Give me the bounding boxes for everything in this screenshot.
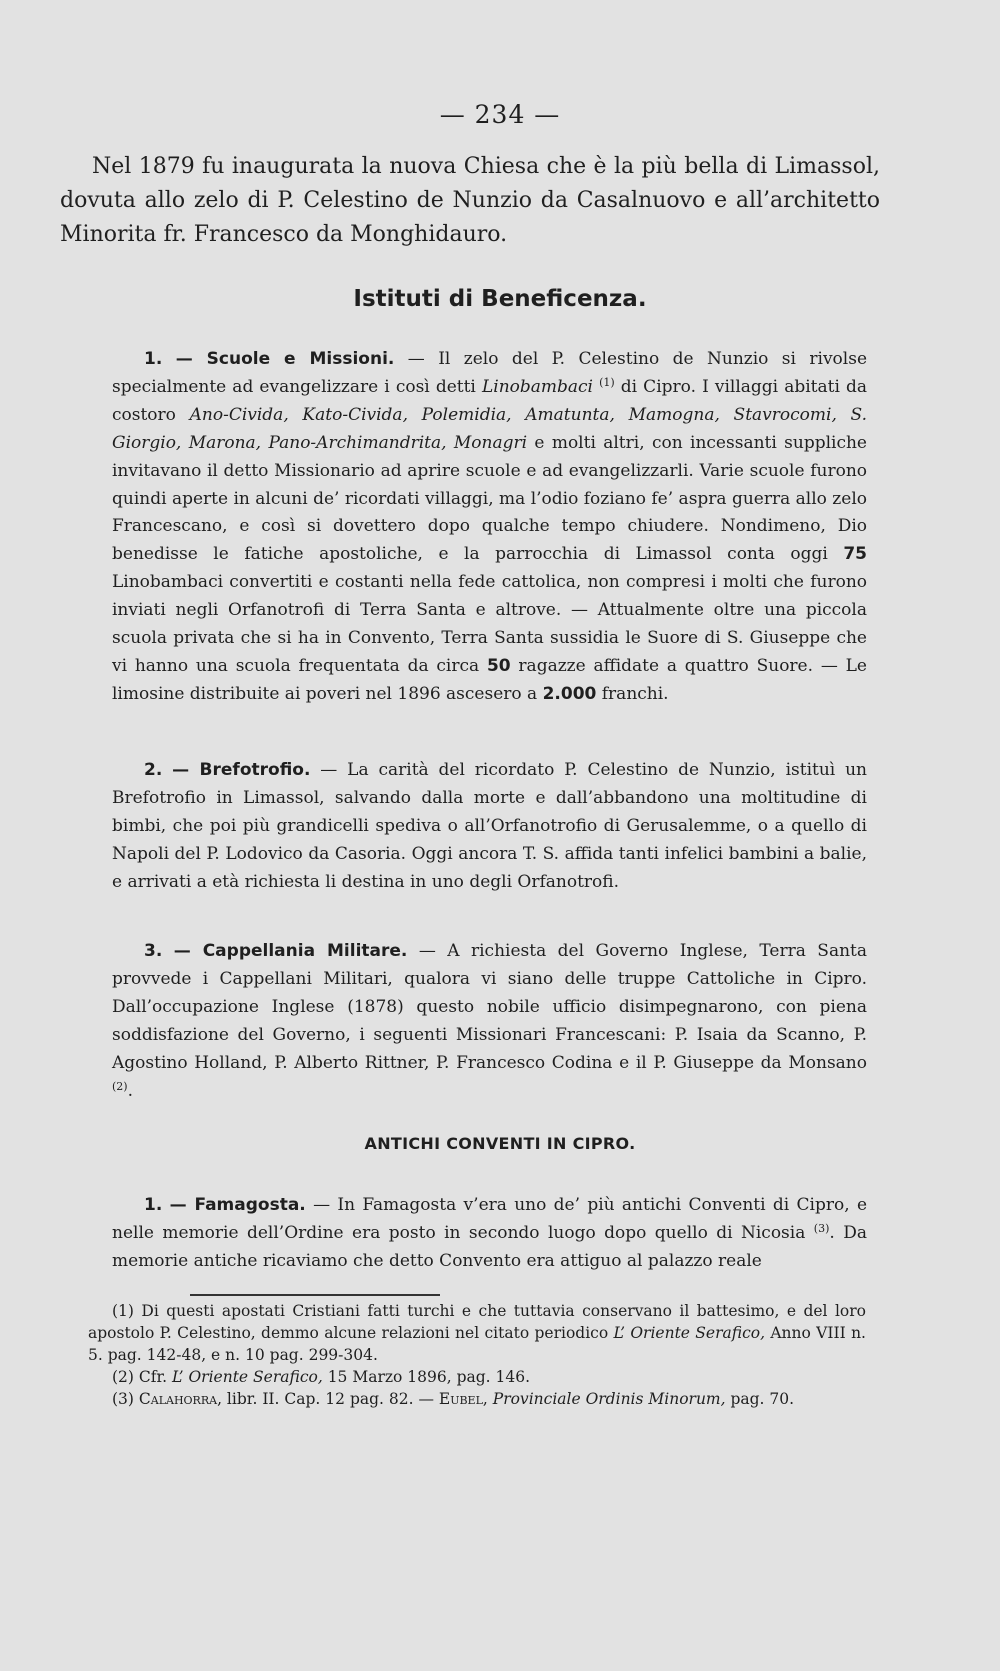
paragraph-famagosta (112, 1192, 867, 1276)
paragraph-brefotrofio (112, 757, 867, 897)
footnote-author: Eubel (438, 1390, 483, 1408)
bold-number: 2.000 (542, 683, 597, 704)
paragraph-text: ragazze affidate a quattro Suore. — Le limosine distribuite ai poveri nel 1896 ascesero a (112, 655, 867, 704)
footnote-author: Calahorra (138, 1390, 218, 1408)
paragraph-text: — A richiesta del Governo Inglese, Terra Santa provvede i Cappellani Militari, qualora vi siano delle truppe Cattoliche in Cipro. Dall’occupazione Inglese (1878) questo nobile ufficio disimpegnarono, con piena soddisfazione del Governo, i seguenti Missionari Francescani: P. Isaia da Scanno, P. Agostino Holland, P. Alberto Rittner, P. Francesco Codina e il P. Giuseppe da Monsano (112, 941, 868, 1073)
paragraph-text: — In Famagosta v’era uno de’ più antichi Conventi di Cipro, e nelle memorie dell’Ordine era posto in secondo luogo dopo quello di Nicosia (112, 1195, 868, 1243)
section-number: 1. (144, 349, 163, 369)
section-heading: — Scuole e Missioni. (175, 349, 395, 369)
intro-paragraph: Nel 1879 fu inaugurata la nuova Chiesa che è la più bella di Limassol, dovuta allo zelo di P. Celestino de Nunzio da Casalnuovo e all’architetto Minorita fr. Francesco da Monghidauro. (60, 154, 880, 247)
paragraph-text: e molti altri, con incessanti suppliche invitavano il detto Missionario ad aprire scuole e ad evangelizzarli. Varie scuole furono quindi aperte in alcuni de’ ricordati villaggi, ma l’odio foziano fe’ aspra guerra allo zelo Francescano, e così si dovettero dopo qualche tempo chiudere. Nondimeno, Dio benedisse le fatiche apostoliche, e la parrocchia di Limassol conta oggi (112, 432, 867, 565)
village-list: Ano-Civida, Kato-Civida, Polemidia, Amatunta, Mamogna, Stavrocomi, S. Giorgio, Marona, Pano-Archimandrita, Monagri (112, 404, 867, 453)
footnote-text: , libr. II. Cap. 12 pag. 82. — (217, 1390, 439, 1408)
paragraph-text: — La carità del ricordato P. Celestino de Nunzio, istituì un Brefotrofio in Limassol, salvando dalla morte e dall’abbandono una moltitudine di bimbi, che poi più grandicelli spediva o all’Orfanotrofio di Gerusalemme, o a quello di Napoli del P. Lodovico da Casoria. Oggi ancora T. S. affida tanti infelici bambini a balie, e arrivati a età richiesta li destina in uno degli Orfanotrofi. (112, 760, 867, 892)
footnote-text: (2) Cfr. (112, 1368, 173, 1386)
footnote-text: , (482, 1390, 493, 1408)
section-number: 3. (144, 941, 163, 961)
footnote-1 (88, 1300, 866, 1366)
bold-number: 75 (843, 544, 867, 565)
paragraph-cappellania (112, 938, 867, 1105)
footnote-ref: (3) (813, 1221, 830, 1235)
section-number: 1. (144, 1195, 163, 1215)
paragraph-text: Linobambaci convertiti e costanti nella fede cattolica, non compresi i molti che furono inviati negli Orfanotrofi di Terra Santa e altrove. — Attualmente oltre una piccola scuola privata che si ha in Convento, Terra Santa sussidia le Suore di S. Giuseppe che vi hanno una scuola frequentata da circa (112, 572, 867, 676)
footnote-text: pag. 70. (725, 1390, 795, 1408)
footnote-text: (1) Di questi apostati Cristiani fatti turchi e che tuttavia conservano il battesimo, e del loro apostolo P. Celestino, demmo alcune relazioni nel citato periodico (88, 1302, 866, 1342)
page-number: — 234 — (439, 100, 561, 129)
footnote-2 (88, 1366, 866, 1388)
paragraph-text: . Da memorie antiche ricaviamo che detto Convento era attiguo al palazzo reale (112, 1222, 867, 1271)
footnote-italic: Provinciale Ordinis Minorum, (492, 1390, 726, 1408)
footnote-italic: L’ Oriente Serafico, (172, 1368, 323, 1386)
footnote-text: 15 Marzo 1896, pag. 146. (322, 1368, 531, 1386)
paragraph-text: franchi. (596, 683, 669, 704)
paragraph-text: . (127, 1080, 133, 1101)
section-heading: — Brefotrofio. (172, 760, 311, 780)
footnote-text: (3) (112, 1390, 139, 1408)
footnote-ref: (2) (112, 1079, 128, 1093)
section-title: Istituti di Beneficenza. (353, 286, 647, 312)
subheading-antichi-conventi: ANTICHI CONVENTI IN CIPRO. (364, 1134, 636, 1153)
paragraph-scuole-missioni (112, 346, 867, 709)
footnote-3 (88, 1388, 866, 1410)
footnote-text: Anno VIII n. 5. pag. 142-48, e n. 10 pag. 299-304. (88, 1324, 866, 1364)
paragraph-text: di Cipro. I villaggi abitati da costoro (112, 376, 868, 425)
section-heading: — Famagosta. (169, 1195, 306, 1215)
footnote-italic: L’ Oriente Serafico, (613, 1324, 766, 1342)
footnote-ref: (1) (599, 375, 615, 389)
footnotes (88, 1300, 866, 1410)
paragraph-text: — Il zelo del P. Celestino de Nunzio si rivolse specialmente ad evangelizzare i così detti (112, 349, 868, 397)
bold-number: 50 (486, 655, 511, 676)
section-heading: — Cappellania Militare. (173, 941, 408, 961)
italic-term: Linobambaci (481, 376, 593, 397)
footnote-divider (190, 1294, 440, 1296)
section-number: 2. (144, 760, 163, 780)
